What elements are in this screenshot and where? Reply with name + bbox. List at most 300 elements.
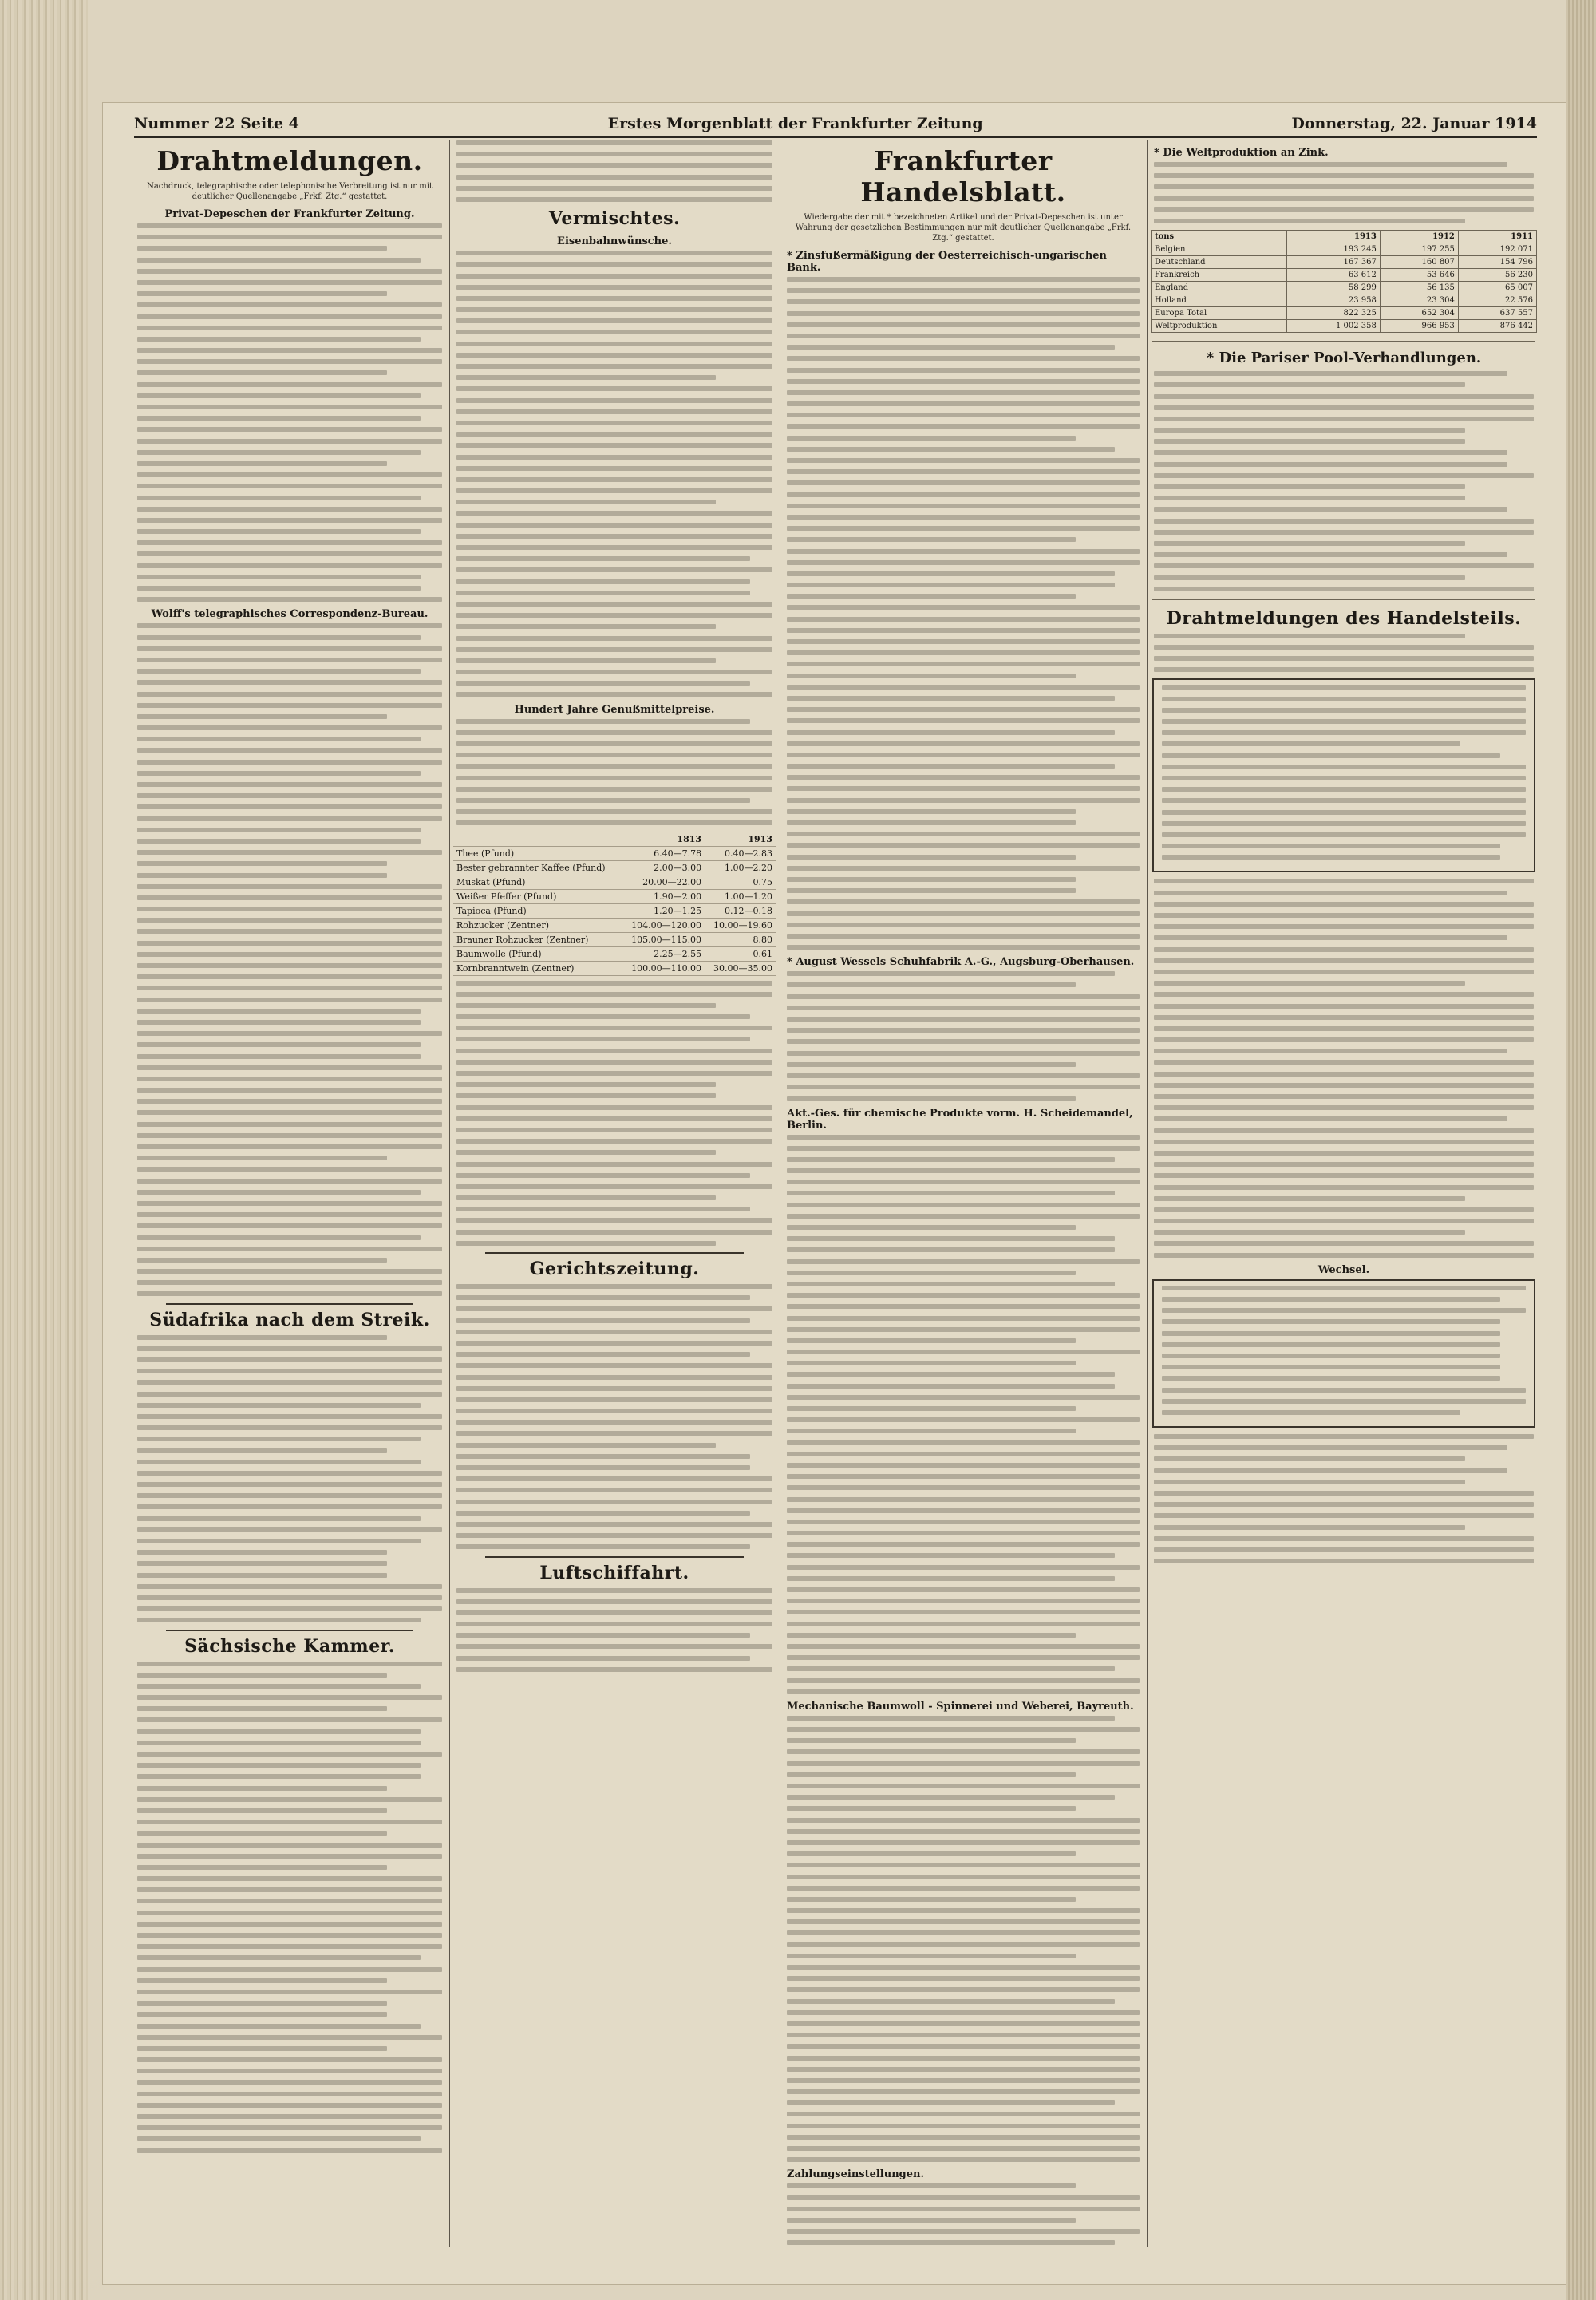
text-line	[1162, 810, 1526, 815]
text-line	[1154, 1026, 1534, 1031]
text-line	[456, 1476, 772, 1481]
text-line	[456, 1241, 716, 1246]
text-line	[137, 771, 421, 776]
text-line	[137, 1854, 442, 1859]
zinc-table-header-cell: 1913	[1287, 231, 1381, 243]
text-line	[787, 2157, 1140, 2162]
text-block	[137, 1335, 442, 1623]
text-line	[456, 152, 772, 156]
text-line	[1154, 473, 1534, 478]
text-line	[1154, 1491, 1534, 1496]
price-table-cell: 0.40—2.83	[705, 846, 776, 860]
text-line	[137, 1201, 442, 1206]
text-line	[1154, 382, 1465, 387]
text-line	[787, 549, 1140, 554]
text-line	[137, 1786, 387, 1791]
text-line	[137, 658, 442, 662]
text-line	[787, 1886, 1140, 1891]
text-line	[787, 1954, 1076, 1958]
text-line	[456, 1544, 750, 1549]
article-lead-wessels: * August Wessels Schuhfabrik A.-G., Augsburg-Oberhausen.	[787, 956, 1135, 969]
text-line	[1154, 1083, 1534, 1088]
text-line	[456, 140, 772, 145]
price-table-cell: 1.20—1.25	[622, 903, 705, 918]
text-line	[787, 1576, 1115, 1581]
zinc-table-header-cell: tons	[1152, 231, 1287, 243]
text-line	[137, 1763, 421, 1768]
text-line	[1154, 417, 1534, 421]
text-line	[137, 1831, 387, 1836]
text-line	[456, 409, 772, 414]
text-line	[137, 1212, 442, 1217]
text-line	[456, 186, 772, 191]
text-line	[137, 1539, 421, 1543]
text-line	[137, 1020, 421, 1025]
text-line	[137, 1179, 442, 1184]
article-lead-bayreuth: Mechanische Baumwoll - Spinnerei und Weberei, Bayreuth.	[787, 1700, 1134, 1713]
text-line	[787, 1271, 1076, 1275]
text-line	[137, 737, 421, 741]
text-block	[1154, 371, 1534, 591]
text-line	[1154, 1547, 1534, 1552]
text-line	[456, 1397, 772, 1402]
text-line	[456, 591, 750, 595]
text-line	[137, 450, 421, 455]
text-line	[1162, 685, 1526, 690]
text-line	[137, 1887, 442, 1892]
stock-quote-box	[1152, 678, 1535, 872]
text-line	[787, 650, 1140, 655]
text-line	[787, 2067, 1140, 2072]
text-line	[137, 359, 442, 364]
text-line	[137, 1471, 442, 1476]
text-line	[1154, 196, 1534, 201]
text-line	[137, 1922, 442, 1927]
text-line	[456, 1207, 750, 1211]
text-line	[137, 1717, 442, 1722]
text-line	[456, 477, 772, 482]
price-table-row	[453, 875, 776, 889]
text-line	[456, 466, 772, 471]
text-line	[456, 1656, 750, 1661]
text-line	[456, 1184, 772, 1189]
text-line	[787, 1350, 1140, 1354]
text-line	[137, 1820, 442, 1824]
text-line	[787, 730, 1115, 735]
price-table-cell: Bester gebrannter Kaffee (Pfund)	[453, 860, 622, 875]
text-line	[787, 379, 1140, 384]
text-line	[787, 277, 1140, 282]
text-line	[137, 1911, 442, 1915]
section-title-gerichtszeitung: Gerichtszeitung.	[529, 1259, 700, 1279]
text-line	[1162, 1354, 1500, 1358]
exchange-quote-box	[1152, 1279, 1535, 1428]
zinc-table-cell: 193 245	[1287, 243, 1381, 256]
text-line	[787, 1599, 1140, 1603]
text-line	[456, 523, 772, 528]
text-line	[137, 1695, 442, 1700]
text-line	[456, 1082, 716, 1087]
text-line	[456, 1195, 716, 1200]
text-line	[787, 662, 1140, 666]
article-lead-zahlungseinstellungen: Zahlungseinstellungen.	[787, 2168, 924, 2181]
text-line	[787, 1282, 1115, 1286]
text-line	[456, 500, 716, 504]
text-line	[787, 1520, 1140, 1524]
text-line	[787, 753, 1140, 757]
section-title-luftschiffahrt: Luftschiffahrt.	[539, 1562, 689, 1583]
text-line	[787, 1293, 1140, 1298]
text-line	[1162, 855, 1500, 860]
text-line	[137, 2148, 442, 2153]
text-line	[787, 718, 1140, 723]
price-table-cell: 0.61	[705, 946, 776, 961]
text-line	[787, 685, 1140, 690]
text-line	[787, 571, 1115, 576]
text-line	[456, 1363, 772, 1368]
zinc-table-cell: 58 299	[1287, 282, 1381, 294]
text-line	[137, 1088, 442, 1093]
text-line	[137, 416, 421, 421]
text-line	[137, 235, 442, 239]
text-line	[137, 302, 442, 307]
text-line	[456, 1139, 772, 1144]
text-line	[787, 1096, 1076, 1101]
text-line	[787, 1225, 1076, 1230]
text-line	[787, 311, 1140, 316]
text-line	[456, 432, 772, 437]
text-line	[137, 907, 442, 911]
text-line	[137, 1235, 421, 1240]
text-line	[456, 1128, 772, 1132]
text-line	[787, 322, 1140, 327]
text-line	[456, 1511, 750, 1516]
text-line	[787, 515, 1140, 520]
text-line	[456, 1150, 716, 1155]
text-line	[456, 1003, 716, 1008]
text-line	[787, 1678, 1140, 1683]
text-line	[1154, 371, 1507, 376]
text-line	[1154, 902, 1534, 907]
zinc-table-row	[1152, 307, 1537, 320]
text-line	[137, 551, 442, 556]
text-line	[787, 1919, 1140, 1924]
text-line	[787, 504, 1140, 508]
text-line	[456, 730, 772, 735]
zinc-table-cell: 65 007	[1458, 282, 1536, 294]
text-line	[787, 413, 1140, 417]
text-line	[456, 624, 716, 629]
text-line	[137, 963, 442, 968]
text-line	[137, 692, 442, 697]
text-line	[456, 1014, 750, 1019]
text-line	[137, 2125, 442, 2130]
text-line	[137, 2092, 442, 2096]
text-line	[1154, 958, 1534, 963]
text-line	[456, 342, 772, 346]
text-line	[787, 2229, 1140, 2234]
text-line	[787, 1085, 1140, 1089]
text-line	[1154, 1445, 1507, 1450]
price-table-row	[453, 918, 776, 932]
text-line	[137, 884, 442, 889]
text-line	[137, 793, 442, 798]
text-line	[456, 1431, 772, 1436]
text-line	[137, 1482, 442, 1487]
text-line	[787, 1875, 1140, 1879]
text-line	[137, 1865, 387, 1870]
text-line	[456, 1622, 772, 1626]
text-line	[787, 1203, 1140, 1207]
text-line	[787, 1452, 1140, 1456]
price-table-cell: 1.90—2.00	[622, 889, 705, 903]
text-block	[137, 223, 442, 602]
text-line	[456, 1116, 772, 1121]
text-line	[787, 1908, 1140, 1913]
masthead	[134, 113, 1537, 134]
text-line	[787, 971, 1115, 976]
text-line	[1154, 507, 1507, 512]
text-line	[1154, 484, 1465, 489]
text-line	[1162, 832, 1526, 837]
text-line	[456, 741, 772, 746]
text-line	[137, 1606, 442, 1611]
zinc-table-cell: 197 255	[1380, 243, 1458, 256]
price-table-cell: 10.00—19.60	[705, 918, 776, 932]
text-block	[787, 971, 1140, 1101]
zinc-table-row	[1152, 282, 1537, 294]
text-line	[1154, 1037, 1534, 1042]
section-title-drahtmeldungen-handelsteil: Drahtmeldungen des Handelsteils.	[1166, 607, 1522, 629]
text-block	[456, 1284, 772, 1549]
text-line	[1154, 1456, 1465, 1461]
text-line	[787, 1818, 1140, 1823]
text-block	[1154, 879, 1534, 1257]
text-line	[787, 594, 1076, 599]
text-line	[787, 1829, 1140, 1834]
text-line	[787, 888, 1076, 893]
text-line	[787, 2124, 1140, 2128]
text-line	[137, 314, 442, 319]
divider	[166, 1630, 413, 1631]
text-line	[1154, 1219, 1534, 1223]
zinc-table-cell: 53 646	[1380, 269, 1458, 282]
text-line	[137, 280, 442, 285]
text-line	[137, 496, 421, 500]
text-line	[1154, 1468, 1507, 1473]
text-line	[1154, 1525, 1465, 1530]
price-table-cell: 2.00—3.00	[622, 860, 705, 875]
text-line	[137, 782, 442, 787]
text-line	[787, 2195, 1140, 2200]
text-line	[456, 318, 772, 323]
text-line	[787, 911, 1140, 916]
text-line	[456, 636, 772, 641]
text-line	[787, 390, 1140, 395]
text-line	[456, 285, 772, 290]
text-line	[787, 1851, 1076, 1856]
text-line	[456, 681, 750, 686]
price-table-cell: 0.12—0.18	[705, 903, 776, 918]
text-line	[456, 1093, 716, 1098]
text-line	[787, 605, 1140, 610]
text-line	[787, 1999, 1115, 2004]
text-line	[137, 2080, 442, 2085]
text-line	[787, 1795, 1115, 1800]
zinc-table-cell: Weltproduktion	[1152, 320, 1287, 333]
text-line	[787, 1406, 1076, 1411]
text-line	[137, 1595, 442, 1600]
text-line	[1162, 730, 1526, 735]
section-title-pariser-pool: * Die Pariser Pool-Verhandlungen.	[1206, 350, 1482, 367]
text-line	[1154, 656, 1534, 661]
price-table-cell: 6.40—7.78	[622, 846, 705, 860]
text-line	[137, 1684, 421, 1689]
zinc-table-header-cell: 1912	[1380, 231, 1458, 243]
text-block	[1162, 685, 1526, 860]
text-line	[456, 764, 772, 769]
text-line	[456, 1352, 750, 1357]
text-line	[787, 832, 1140, 836]
text-line	[137, 918, 442, 923]
subheading-eisenbahnwuensche: Eisenbahnwünsche.	[557, 235, 672, 248]
text-line	[1154, 219, 1465, 223]
masthead-issue: Nummer 22 Seite 4	[134, 115, 299, 132]
text-line	[137, 427, 442, 432]
text-line	[1154, 1094, 1534, 1099]
text-line	[787, 1028, 1140, 1033]
text-line	[137, 1099, 442, 1104]
text-block	[456, 1588, 772, 1672]
text-line	[137, 461, 387, 466]
text-line	[787, 1565, 1140, 1570]
price-table	[453, 832, 776, 976]
divider	[485, 1252, 744, 1254]
text-line	[137, 563, 442, 568]
text-line	[137, 1291, 442, 1296]
text-block	[456, 981, 772, 1246]
zinc-table-row	[1152, 294, 1537, 307]
text-line	[787, 1073, 1140, 1078]
text-line	[1154, 1105, 1534, 1110]
text-line	[456, 1218, 772, 1223]
text-line	[456, 1049, 772, 1053]
text-line	[456, 545, 772, 550]
price-table-cell: Muskat (Pfund)	[453, 875, 622, 889]
text-line	[137, 850, 442, 855]
column-1	[134, 140, 445, 2247]
text-line	[137, 1493, 442, 1498]
zinc-table-cell: Holland	[1152, 294, 1287, 307]
text-line	[137, 382, 442, 387]
text-line	[137, 1618, 421, 1622]
text-line	[1154, 439, 1465, 444]
price-table-cell: 1.00—1.20	[705, 889, 776, 903]
price-table-cell: Thee (Pfund)	[453, 846, 622, 860]
text-line	[1154, 1049, 1507, 1053]
text-line	[456, 1173, 750, 1178]
text-line	[456, 1037, 750, 1041]
zinc-table-cell: Deutschland	[1152, 256, 1287, 269]
text-line	[1154, 913, 1534, 918]
text-line	[137, 669, 421, 674]
text-line	[787, 1840, 1140, 1845]
text-line	[137, 2114, 442, 2119]
text-line	[1154, 1128, 1534, 1133]
zinc-table-row	[1152, 269, 1537, 282]
text-line	[456, 175, 772, 180]
text-line	[787, 334, 1140, 338]
text-line	[787, 401, 1140, 406]
text-line	[787, 1965, 1140, 1970]
text-line	[1154, 1480, 1465, 1484]
text-line	[137, 1448, 387, 1453]
text-line	[137, 1741, 421, 1745]
text-line	[137, 1077, 442, 1081]
text-line	[787, 1689, 1140, 1694]
text-block	[1154, 162, 1534, 223]
text-line	[787, 2183, 1076, 2188]
text-line	[137, 646, 442, 651]
article-lead-scheidemandel: Akt.-Ges. für chemische Produkte vorm. H. Scheidemandel, Berlin.	[787, 1107, 1133, 1132]
text-line	[137, 1335, 387, 1340]
text-line	[1154, 450, 1507, 455]
zinc-table-header-cell: 1911	[1458, 231, 1536, 243]
text-line	[137, 2001, 387, 2006]
text-line	[137, 1797, 442, 1802]
text-line	[456, 1162, 772, 1167]
text-line	[456, 567, 772, 572]
text-line	[787, 2089, 1140, 2094]
zinc-table-row	[1152, 243, 1537, 256]
text-line	[1162, 741, 1460, 746]
text-line	[137, 1425, 442, 1430]
text-line	[1154, 879, 1534, 883]
text-line	[456, 1284, 772, 1289]
text-line	[787, 741, 1140, 746]
text-line	[787, 1338, 1076, 1343]
text-line	[137, 2103, 442, 2108]
text-line	[137, 1808, 387, 1813]
text-line	[1154, 924, 1534, 929]
text-line	[1154, 162, 1507, 167]
text-line	[137, 1437, 421, 1441]
text-line	[137, 1369, 442, 1373]
price-table-cell: 0.75	[705, 875, 776, 889]
text-line	[1154, 405, 1534, 410]
zinc-table-cell: 22 576	[1458, 294, 1536, 307]
text-line	[137, 269, 442, 274]
text-line	[137, 472, 442, 477]
text-line	[1154, 1173, 1534, 1178]
divider	[1152, 599, 1535, 600]
price-table-row	[453, 932, 776, 946]
text-line	[787, 447, 1115, 452]
text-line	[137, 393, 421, 398]
text-line	[137, 1573, 387, 1578]
text-line	[456, 1667, 772, 1672]
text-line	[137, 529, 421, 534]
text-line	[787, 1806, 1076, 1811]
text-line	[787, 696, 1115, 701]
text-line	[787, 1191, 1115, 1195]
column-rule	[1147, 140, 1148, 2247]
text-line	[137, 680, 442, 685]
text-line	[137, 1357, 442, 1362]
text-line	[1162, 1308, 1526, 1313]
text-line	[787, 707, 1140, 712]
text-line	[787, 1214, 1140, 1219]
